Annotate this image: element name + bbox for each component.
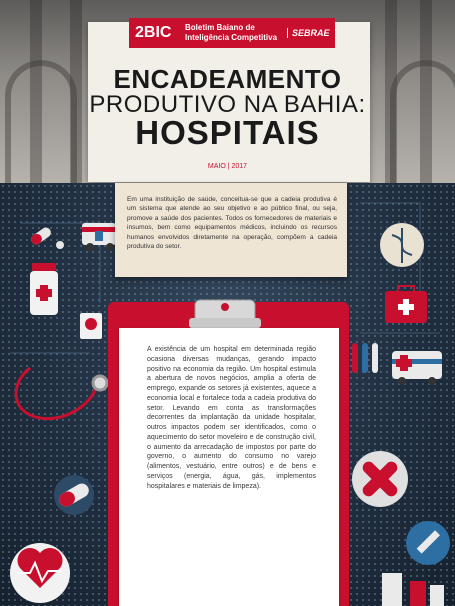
intro-box: Em uma instituição de saúde, conceitua-se que a cadeia produtiva é um sistema que atende ao seu objetivo e ao público final, ou seja, promove a saúde dos pacientes. Todos os fornecedores de materiais e insumos, bem como equipamentos médicos, incluindo os recursos humanos envolvidos diretamente na operação, compõem a cadeia produtiva do setor. bbox=[115, 183, 347, 277]
syringe-icon bbox=[406, 521, 450, 565]
caduceus-icon bbox=[380, 223, 424, 267]
sebrae-logo: SEBRAE bbox=[287, 28, 330, 38]
medicine-bottle-icon bbox=[30, 263, 58, 315]
header-banner bbox=[129, 18, 335, 48]
ambulance-right-icon bbox=[392, 351, 442, 385]
capsule-icon bbox=[54, 475, 94, 515]
ambulance-icon bbox=[82, 223, 116, 251]
source-note: Fonte: Sebrae Bahia, 2013 bbox=[147, 574, 210, 580]
test-tubes-icon bbox=[352, 343, 378, 373]
issue-date: MAIO | 2017 bbox=[207, 163, 248, 170]
first-aid-kit-icon bbox=[385, 286, 427, 323]
title-line-3: HOSPITAIS bbox=[135, 114, 320, 151]
medical-card-icon bbox=[80, 313, 102, 339]
bulletin-code: 2BIC bbox=[135, 24, 172, 41]
clipboard-clip-icon bbox=[175, 296, 275, 330]
pills-icon bbox=[29, 226, 64, 249]
heart-icon bbox=[10, 543, 70, 603]
stethoscope-icon bbox=[16, 368, 107, 419]
bulletin-name: Boletim Baiano de Inteligência Competitiva bbox=[185, 23, 278, 42]
title-line-2: PRODUTIVO NA BAHIA: bbox=[89, 91, 366, 118]
bottles-icon bbox=[382, 573, 444, 606]
bandage-icon bbox=[352, 451, 408, 507]
title-line-1: ENCADEAMENTO bbox=[113, 64, 342, 94]
body-text: A existência de um hospital em determinada região ocasiona diversas mudanças, gerando impacto positivo na economia da região. Um hospital estimula a abertura de novos negócios, amplia a oferta de emprego, expande os setores já existentes, aquece a economia local e fortalece toda a cadeia produtiva do setor. Levando em conta as transformações decorrentes da implantação da unidade hospitalar, outros impactos podem ser identificados, como o aquecimento do setor moveleiro e de construção civil, o aumento da arrecadação de impostos por parte do governo, o aumento do consumo no varejo (alimentos, vestuário, entre outros) e de bens e serviços (energia, água, gás, implementos hospitalares e materiais de limpeza). bbox=[147, 346, 316, 490]
